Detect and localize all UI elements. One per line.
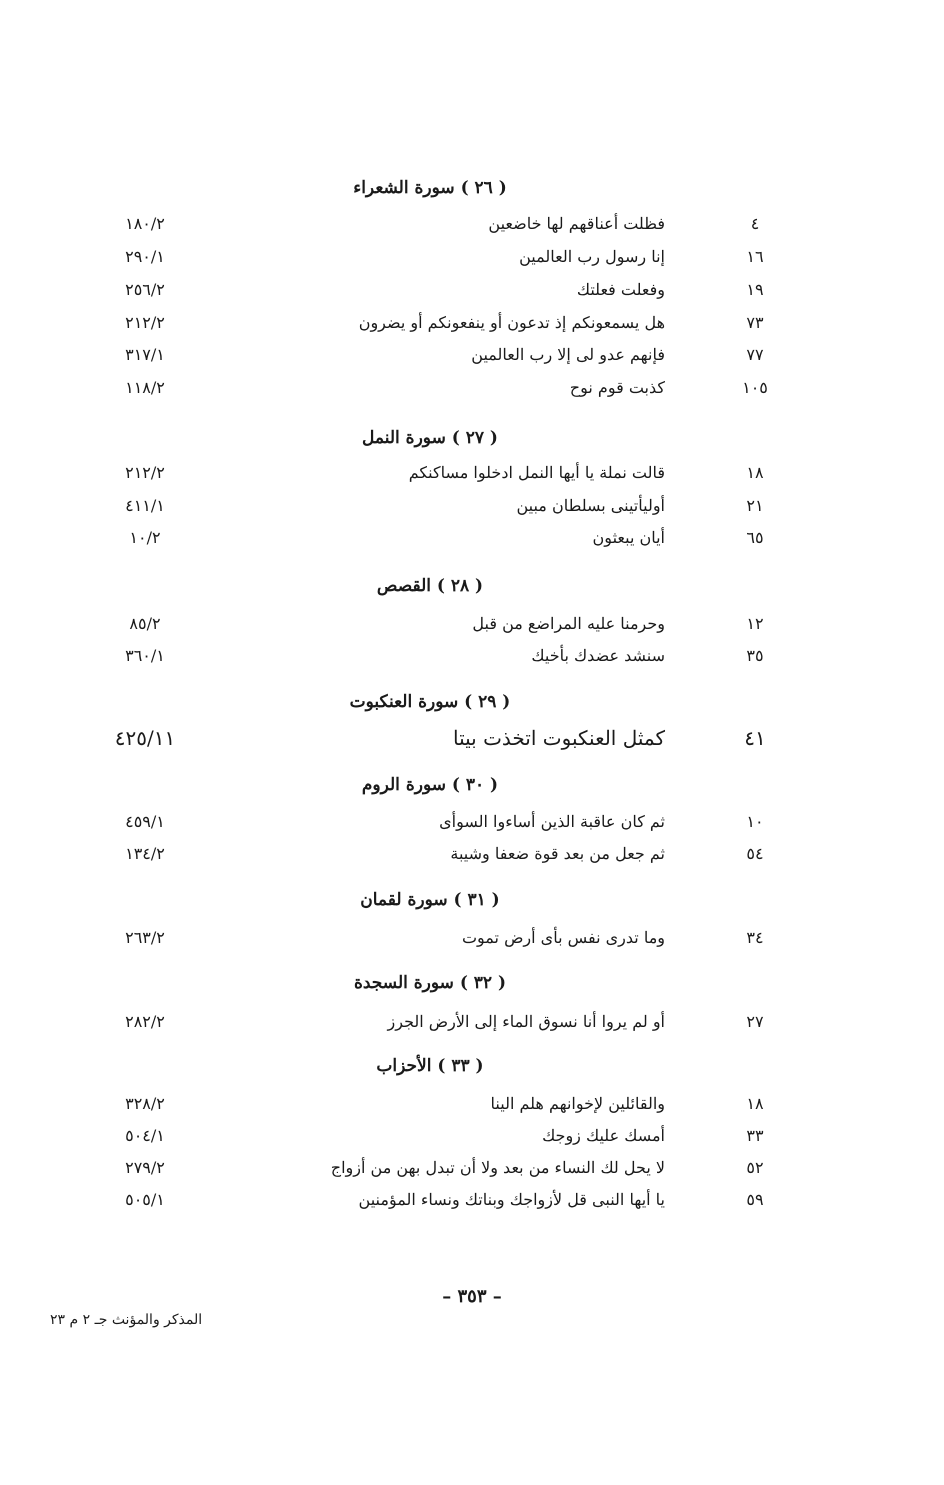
verse-text: أو لم يروا أنا نسوق الماء إلى الأرض الجرز — [387, 1012, 665, 1031]
index-row — [0, 378, 944, 408]
index-row — [0, 313, 944, 343]
page-reference: ١١٨/٢ — [125, 378, 165, 397]
verse-text: كمثل العنكبوت اتخذت بيتا — [452, 726, 665, 750]
index-row — [0, 928, 944, 958]
page-reference: ٢٥٦/٢ — [125, 280, 165, 299]
verse-number: ١٩ — [746, 280, 764, 299]
verse-text: يا أيها النبى قل لأزواجك وبناتك ونساء المؤمنين — [358, 1190, 665, 1209]
page-reference: ٤٥٩/١ — [125, 812, 165, 831]
verse-number: ١٠٥ — [742, 378, 768, 397]
surah-heading: ( ٣٣ ) الأحزاب — [376, 1056, 484, 1076]
verse-text: وحرمنا عليه المراضع من قبل — [472, 614, 665, 633]
verse-number: ٦٥ — [746, 528, 764, 547]
index-row — [0, 528, 944, 558]
footer-note: المذكر والمؤنث جـ ٢ م ٢٣ — [50, 1312, 203, 1328]
page-reference: ٢١٢/٢ — [125, 313, 165, 332]
index-row — [0, 614, 944, 644]
surah-heading: ( ٢٧ ) سورة النمل — [362, 428, 498, 448]
index-row — [0, 247, 944, 277]
page-reference: ٢٨٢/٢ — [125, 1012, 165, 1031]
verse-number: ٥٤ — [746, 844, 764, 863]
index-row — [0, 1094, 944, 1124]
page-reference: ٣١٧/١ — [125, 345, 165, 364]
verse-text: كذبت قوم نوح — [569, 378, 665, 397]
verse-text: والقائلين لإخوانهم هلم الينا — [490, 1094, 665, 1113]
surah-heading: ( ٣٠ ) سورة الروم — [361, 775, 499, 795]
verse-number: ٣٣ — [746, 1126, 764, 1145]
index-row — [0, 1012, 944, 1042]
page-reference: ٢٩٠/١ — [125, 247, 165, 266]
surah-heading: ( ٣٢ ) سورة السجدة — [353, 973, 507, 993]
page-reference: ٤٢٥/١١ — [114, 726, 176, 750]
verse-number: ١٨ — [746, 1094, 764, 1113]
page-reference: ٢١٢/٢ — [125, 463, 165, 482]
index-row — [0, 1190, 944, 1220]
verse-text: قالت نملة يا أيها النمل ادخلوا مساكنكم — [408, 463, 665, 482]
index-row — [0, 1126, 944, 1156]
surah-heading: ( ٣١ ) سورة لقمان — [360, 890, 500, 910]
page-reference: ١٠/٢ — [129, 528, 161, 547]
verse-number: ٧٧ — [746, 345, 764, 364]
verse-number: ٤١ — [744, 726, 766, 750]
index-row — [0, 646, 944, 676]
page-reference: ٨٥/٢ — [129, 614, 161, 633]
verse-text: فظلت أعناقهم لها خاضعين — [488, 214, 665, 233]
verse-text: ثم جعل من بعد قوة ضعفا وشيبة — [450, 844, 665, 863]
page-reference: ٣٢٨/٢ — [125, 1094, 165, 1113]
verse-text: لا يحل لك النساء من بعد ولا أن تبدل بهن من أزواج — [330, 1158, 665, 1177]
verse-number: ٤ — [750, 214, 760, 233]
verse-number: ١٦ — [746, 247, 764, 266]
verse-text: هل يسمعونكم إذ تدعون أو ينفعونكم أو يضرون — [358, 313, 665, 332]
index-row — [0, 812, 944, 842]
index-row — [0, 280, 944, 310]
surah-heading: ( ٢٦ ) سورة الشعراء — [353, 178, 507, 198]
page-reference: ٥٠٥/١ — [125, 1190, 165, 1209]
verse-text: فإنهم عدو لى إلا رب العالمين — [471, 345, 665, 364]
page-reference: ٢٧٩/٢ — [125, 1158, 165, 1177]
verse-number: ١٨ — [746, 463, 764, 482]
page-reference: ١٨٠/٢ — [125, 214, 165, 233]
page-reference: ٤١١/١ — [125, 496, 165, 515]
page-number: – ٣٥٣ – — [442, 1286, 502, 1307]
verse-text: ثم كان عاقبة الذين أساءوا السوأى — [439, 812, 665, 831]
verse-text: سنشد عضدك بأخيك — [531, 646, 665, 665]
verse-number: ٥٢ — [746, 1158, 764, 1177]
surah-heading: ( ٢٨ ) القصص — [376, 576, 484, 596]
verse-text: وما تدرى نفس بأى أرض تموت — [461, 928, 665, 947]
page-reference: ٣٦٠/١ — [125, 646, 165, 665]
verse-text: إنا رسول رب العالمين — [519, 247, 665, 266]
page-reference: ٢٦٣/٢ — [125, 928, 165, 947]
verse-number: ٢١ — [746, 496, 764, 515]
index-row — [0, 463, 944, 493]
verse-number: ٣٤ — [746, 928, 764, 947]
index-row — [0, 1158, 944, 1188]
verse-number: ٧٣ — [746, 313, 764, 332]
index-row — [0, 496, 944, 526]
page-reference: ٥٠٤/١ — [125, 1126, 165, 1145]
verse-number: ١٢ — [746, 614, 764, 633]
verse-number: ١٠ — [746, 812, 764, 831]
index-row — [0, 214, 944, 244]
verse-number: ٢٧ — [746, 1012, 764, 1031]
verse-text: أمسك عليك زوجك — [542, 1126, 665, 1145]
page-reference: ١٣٤/٢ — [125, 844, 165, 863]
verse-text: وفعلت فعلتك — [576, 280, 665, 299]
verse-text: أيان يبعثون — [592, 528, 665, 547]
verse-number: ٥٩ — [746, 1190, 764, 1209]
index-row — [0, 726, 944, 756]
index-row — [0, 844, 944, 874]
verse-text: أوليأتينى بسلطان مبين — [516, 496, 665, 515]
surah-heading: ( ٢٩ ) سورة العنكبوت — [349, 692, 511, 712]
verse-number: ٣٥ — [746, 646, 764, 665]
index-row — [0, 345, 944, 375]
